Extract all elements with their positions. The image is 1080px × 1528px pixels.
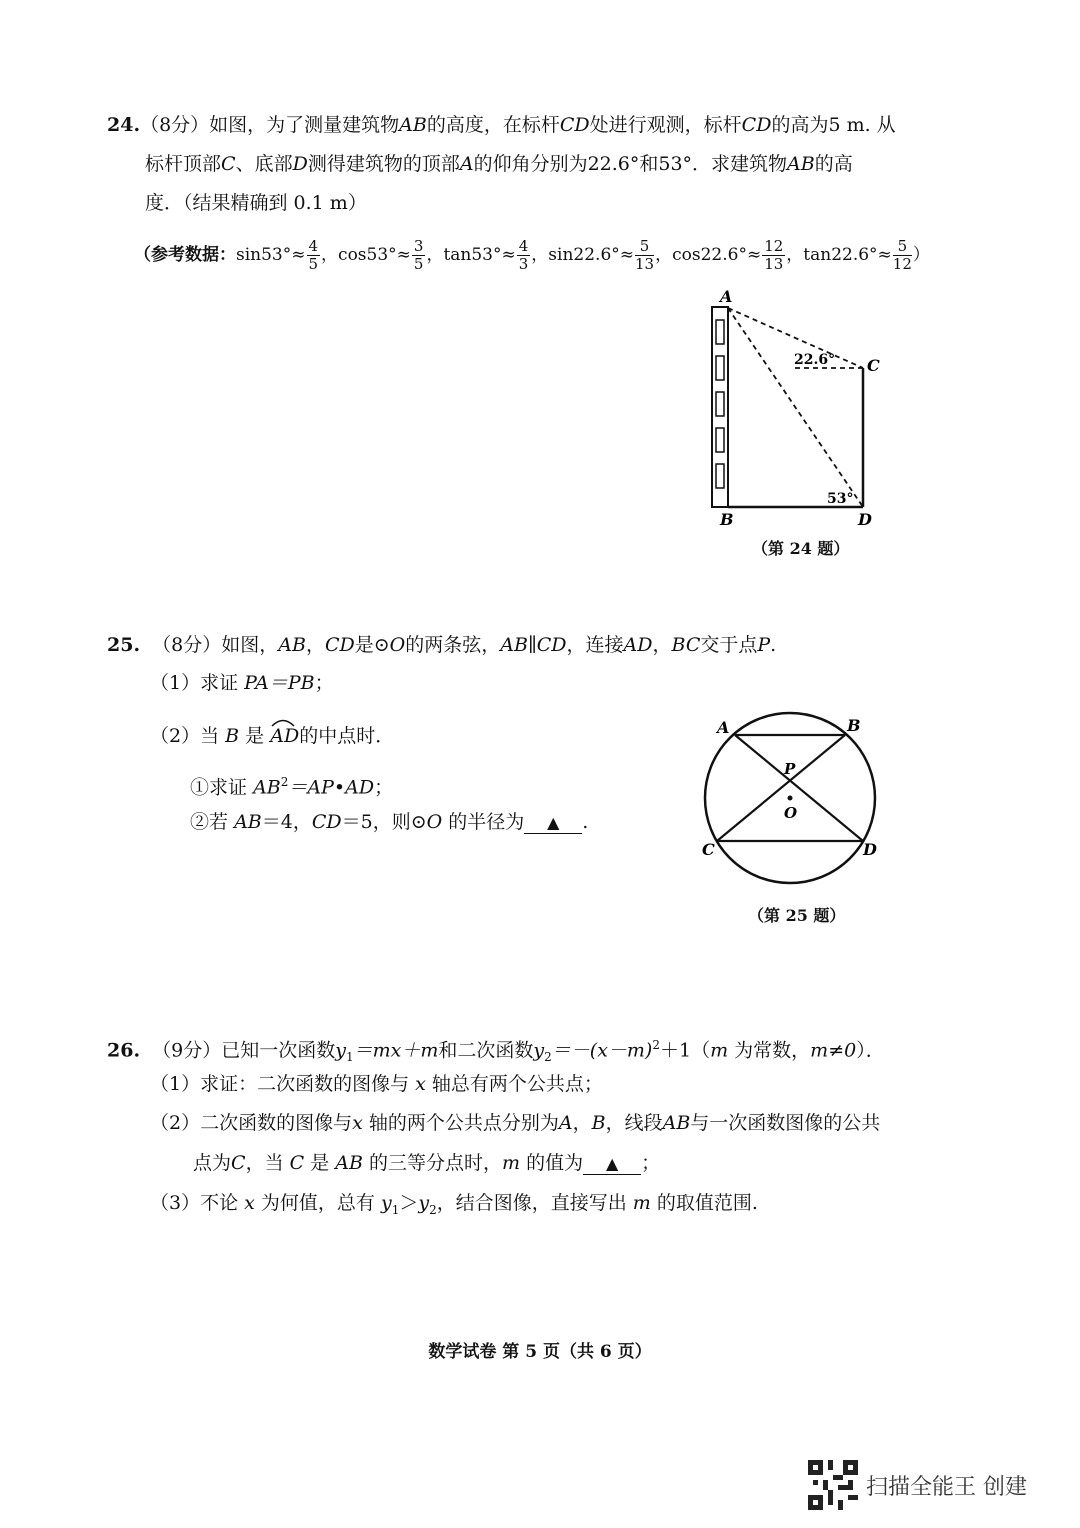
q26-stem: 26. （9分）已知一次函数$y_1=mx+m$和二次函数$y_2=-(x-m)^2+1(m$ 为常数，m≠0）． xyxy=(107,1038,885,1065)
q24-figure xyxy=(690,280,910,535)
building-ab xyxy=(712,307,728,507)
q26-number: 26. xyxy=(107,1039,141,1062)
segment-ad xyxy=(735,735,863,841)
label-p: P xyxy=(784,760,796,778)
q25-caption: （第 25 题） xyxy=(748,906,846,925)
q24-line-1: 24.（8分）如图，为了测量建筑物AB的高度，在标杆CD处进行观测，标杆CD的高为5 m. 从 xyxy=(107,114,896,136)
q26-part-1: （1）求证：二次函数的图像与 x 轴总有两个公共点； xyxy=(150,1073,603,1095)
answer-blank[interactable]: ▲ xyxy=(524,813,582,834)
page-footer: 数学试卷 第 5 页（共 6 页） xyxy=(428,1342,652,1362)
label-a: A xyxy=(717,718,730,737)
center-point xyxy=(788,796,793,801)
angle-label-22-6: 22.6° xyxy=(794,352,836,368)
label-d: D xyxy=(858,510,872,529)
q26-part-2-line-2: 点为C，当 C 是 AB 的三等分点时，m 的值为 ▲ ； xyxy=(193,1152,661,1174)
q26-part-3: （3）不论 x 为何值，总有 $y_1>y_2$，结合图像，直接写出 m 的取值范围. xyxy=(150,1192,758,1217)
building-window xyxy=(716,356,724,380)
q24-reference-data: （参考数据：sin53°≈ $\frac{4}{5}$ ，cos53°≈ $\frac{3}{5}$ ，tan53°≈ $\frac{4}{3}$ ，sin22.6°≈ $\frac{5}{13}$ ，cos22.6°≈ $\frac{12}{13}$ ，tan22.6°≈ $\frac{5}{12}$ ） xyxy=(134,237,930,273)
label-c: C xyxy=(867,356,880,375)
q24-caption: （第 24 题） xyxy=(752,539,850,558)
q25-stem: 25. （8分）如图，AB，CD是⊙O的两条弦，AB∥CD，连接AD，BC交于点P. xyxy=(107,634,777,656)
q24-number: 24. xyxy=(107,114,141,136)
qr-code-icon xyxy=(808,1460,858,1510)
label-d: D xyxy=(863,840,877,859)
label-a: A xyxy=(720,287,733,306)
label-c: C xyxy=(702,840,715,859)
q25-part-2-ii: ②若 AB＝4，CD＝5，则⊙O 的半径为 ▲ . xyxy=(190,811,589,833)
label-o: O xyxy=(784,804,798,822)
q26-part-2-line-1: （2）二次函数的图像与x 轴的两个公共点分别为A，B，线段AB与一次函数图像的公共 xyxy=(150,1112,881,1134)
q25-figure xyxy=(695,705,895,895)
label-b: B xyxy=(720,510,734,529)
building-window xyxy=(716,428,724,452)
building-window xyxy=(716,464,724,488)
arc-symbol xyxy=(271,717,295,727)
q25-number: 25. xyxy=(107,634,141,656)
angle-label-53: 53° xyxy=(827,491,854,507)
building-window xyxy=(716,320,724,344)
q25-part-2: （2）当 B 是 AD的中点时． xyxy=(150,724,394,748)
scanner-watermark: 扫描全能王 创建 xyxy=(866,1475,1027,1500)
q24-line-2: 标杆顶部C、底部D测得建筑物的顶部A的仰角分别为22.6°和53°．求建筑物AB的高 xyxy=(145,153,853,175)
segment-bc xyxy=(717,735,845,841)
label-b: B xyxy=(847,716,861,735)
answer-blank[interactable]: ▲ xyxy=(583,1154,641,1175)
q25-part-2-i: ①求证 $AB^2=AP•AD$； xyxy=(190,775,394,799)
q25-part-1: （1）求证 PA＝PB； xyxy=(150,672,334,694)
building-window xyxy=(716,392,724,416)
q24-line-3: 度．（结果精确到 0.1 m） xyxy=(145,192,367,214)
arc-ad: AD xyxy=(270,724,299,748)
